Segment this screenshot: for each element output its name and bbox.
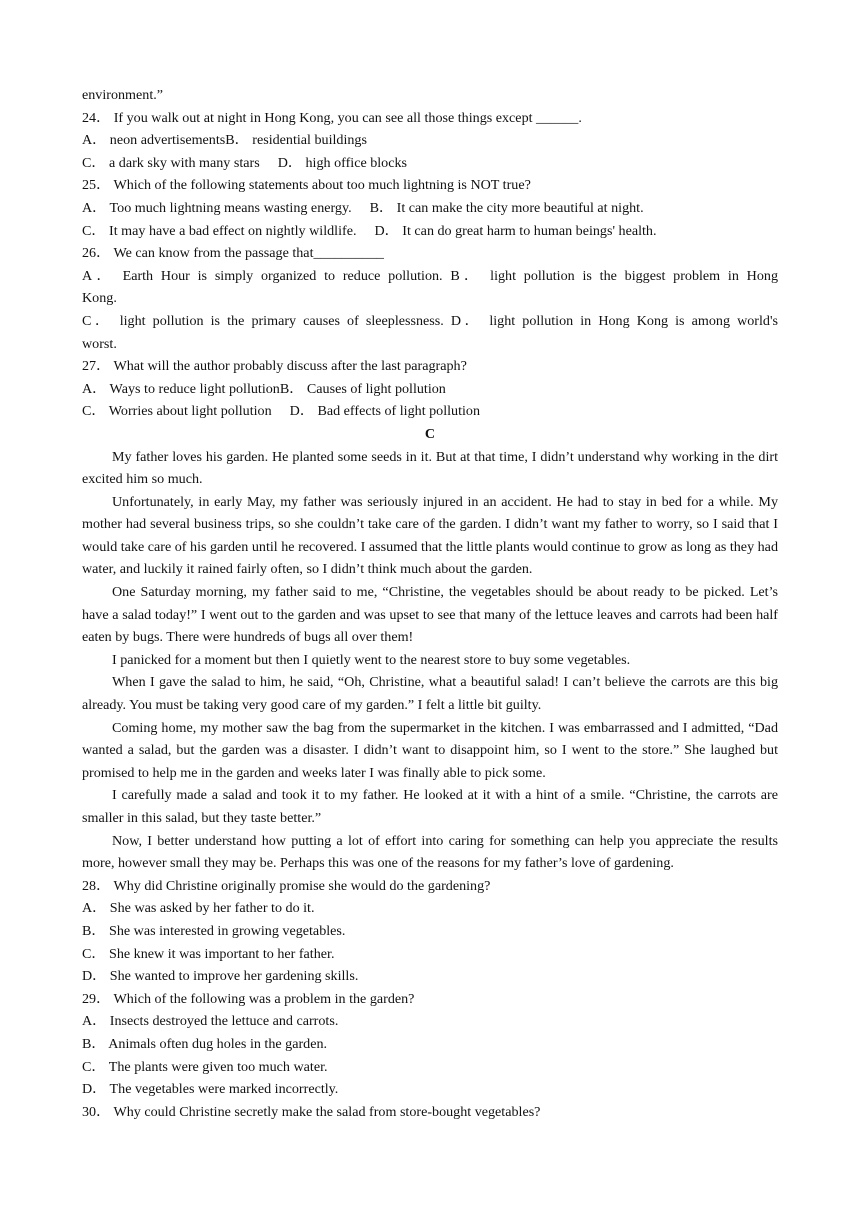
question-24-options-row-2 (82, 152, 778, 175)
question-30-stem: 30． Why could Christine secretly make the salad from store-bought vegetables? (82, 1103, 541, 1120)
question-24-option-a: A． neon advertisements (82, 132, 226, 149)
question-29-stem: 29． Which of the following was a problem in the garden? (82, 990, 415, 1007)
question-29-option-d: D． The vegetables were marked incorrectly. (82, 1081, 339, 1098)
question-25-option-d: D． It can do great harm to human beings' health. (374, 222, 657, 239)
question-29-option-a: A． Insects destroyed the lettuce and carrots. (82, 1013, 339, 1030)
question-29-option-c: C． The plants were given too much water. (82, 1058, 328, 1075)
question-27-options-row-1 (82, 378, 778, 401)
passage-paragraph: My father loves his garden. He planted some seeds in it. But at that time, I didn’t understand why working in the dirt excited him so much. (82, 448, 778, 488)
passage-paragraph: One Saturday morning, my father said to me, “Christine, the vegetables should be about ready to be picked. Let’s have a salad today!” I went out to the garden and was upset to see that many of the lettuce leaves and carrots had been half eaten by bugs. There were hundreds of bugs all over them! (82, 584, 778, 646)
passage-continuation: environment.” (82, 87, 164, 103)
question-27-option-b: B． Causes of light pollution (279, 380, 446, 397)
question-26-options-cd-line-2: worst. (82, 335, 117, 352)
question-26-options-ab-line-2: Kong. (82, 290, 117, 307)
passage-paragraph: Unfortunately, in early May, my father was seriously injured in an accident. He had to stay in bed for a while. My mother had several business trips, so she couldn’t take care of the garden. I didn’t want my father to worry, so I said that I would take care of his garden until he recovered. I assumed that the little plants would continue to grow as long as they had water, and luckily it rained fairly often, so I didn’t think much about the garden. (82, 493, 778, 578)
question-25-option-c: C． It may have a bad effect on nightly wildlife. (82, 222, 357, 239)
question-29-option-b: B． Animals often dug holes in the garden. (82, 1035, 328, 1052)
question-27-option-d: D． Bad effects of light pollution (289, 403, 481, 420)
question-27-stem: 27． What will the author probably discuss after the last paragraph? (82, 358, 467, 375)
question-28-option-d: D． She wanted to improve her gardening skills. (82, 968, 359, 985)
question-24-option-d: D． high office blocks (277, 154, 408, 171)
question-27-option-c: C． Worries about light pollution (82, 403, 272, 420)
question-25-options-row-2 (82, 220, 778, 243)
passage-paragraph: When I gave the salad to him, he said, “Oh, Christine, what a beautiful salad! I can’t believe the carrots are this big already. You must be taking very good care of my garden.” I felt a little bit guilty. (82, 674, 778, 714)
question-25-stem: 25． Which of the following statements about too much lightning is NOT true? (82, 177, 531, 194)
question-28-option-c: C． She knew it was important to her father. (82, 945, 335, 962)
passage-paragraph: Now, I better understand how putting a lot of effort into caring for something can help you appreciate the results more, however small they may be. Perhaps this was one of the reasons for my father’s love of gardening. (82, 832, 778, 872)
question-24-option-c: C． a dark sky with many stars (82, 154, 260, 171)
passage-paragraph: I panicked for a moment but then I quietly went to the nearest store to buy some vegetables. (112, 651, 631, 668)
question-27-options-row-2 (82, 400, 778, 423)
document-page (82, 84, 778, 1123)
question-25-options-row-1 (82, 197, 778, 220)
passage-paragraph: Coming home, my mother saw the bag from the supermarket in the kitchen. I was embarrassed and I admitted, “Dad wanted a salad, but the garden was a disaster. I didn’t want to disappoint him, so I went to the store.” She laughed but promised to help me in the garden and weeks later I was finally able to pick some. (82, 719, 778, 781)
question-24-option-b: B． residential buildings (225, 132, 367, 149)
section-heading: C (424, 425, 436, 442)
question-28-stem: 28． Why did Christine originally promise she would do the gardening? (82, 877, 491, 894)
question-24-options-row-1 (82, 129, 778, 152)
question-28-option-b: B． She was interested in growing vegetables. (82, 922, 346, 939)
question-27-option-a: A． Ways to reduce light pollution (82, 380, 280, 397)
passage-paragraph: I carefully made a salad and took it to my father. He looked at it with a hint of a smile. “Christine, the carrots are smaller in this salad, but they taste better.” (82, 787, 778, 826)
question-26-options-cd-line-1: C． light pollution is the primary causes of sleeplessness. D． light pollution in Hong Kong is among world's (82, 312, 778, 329)
question-25-option-b: B． It can make the city more beautiful at night. (369, 199, 644, 216)
question-25-option-a: A． Too much lightning means wasting energy. (82, 199, 352, 216)
question-24-stem: 24． If you walk out at night in Hong Kong, you can see all those things except ______. (82, 109, 582, 126)
question-26-stem: 26． We can know from the passage that__________ (82, 245, 384, 262)
question-28-option-a: A． She was asked by her father to do it. (82, 900, 315, 917)
question-26-options-ab-line-1: A． Earth Hour is simply organized to reduce pollution. B． light pollution is the biggest problem in Hong (82, 267, 778, 284)
